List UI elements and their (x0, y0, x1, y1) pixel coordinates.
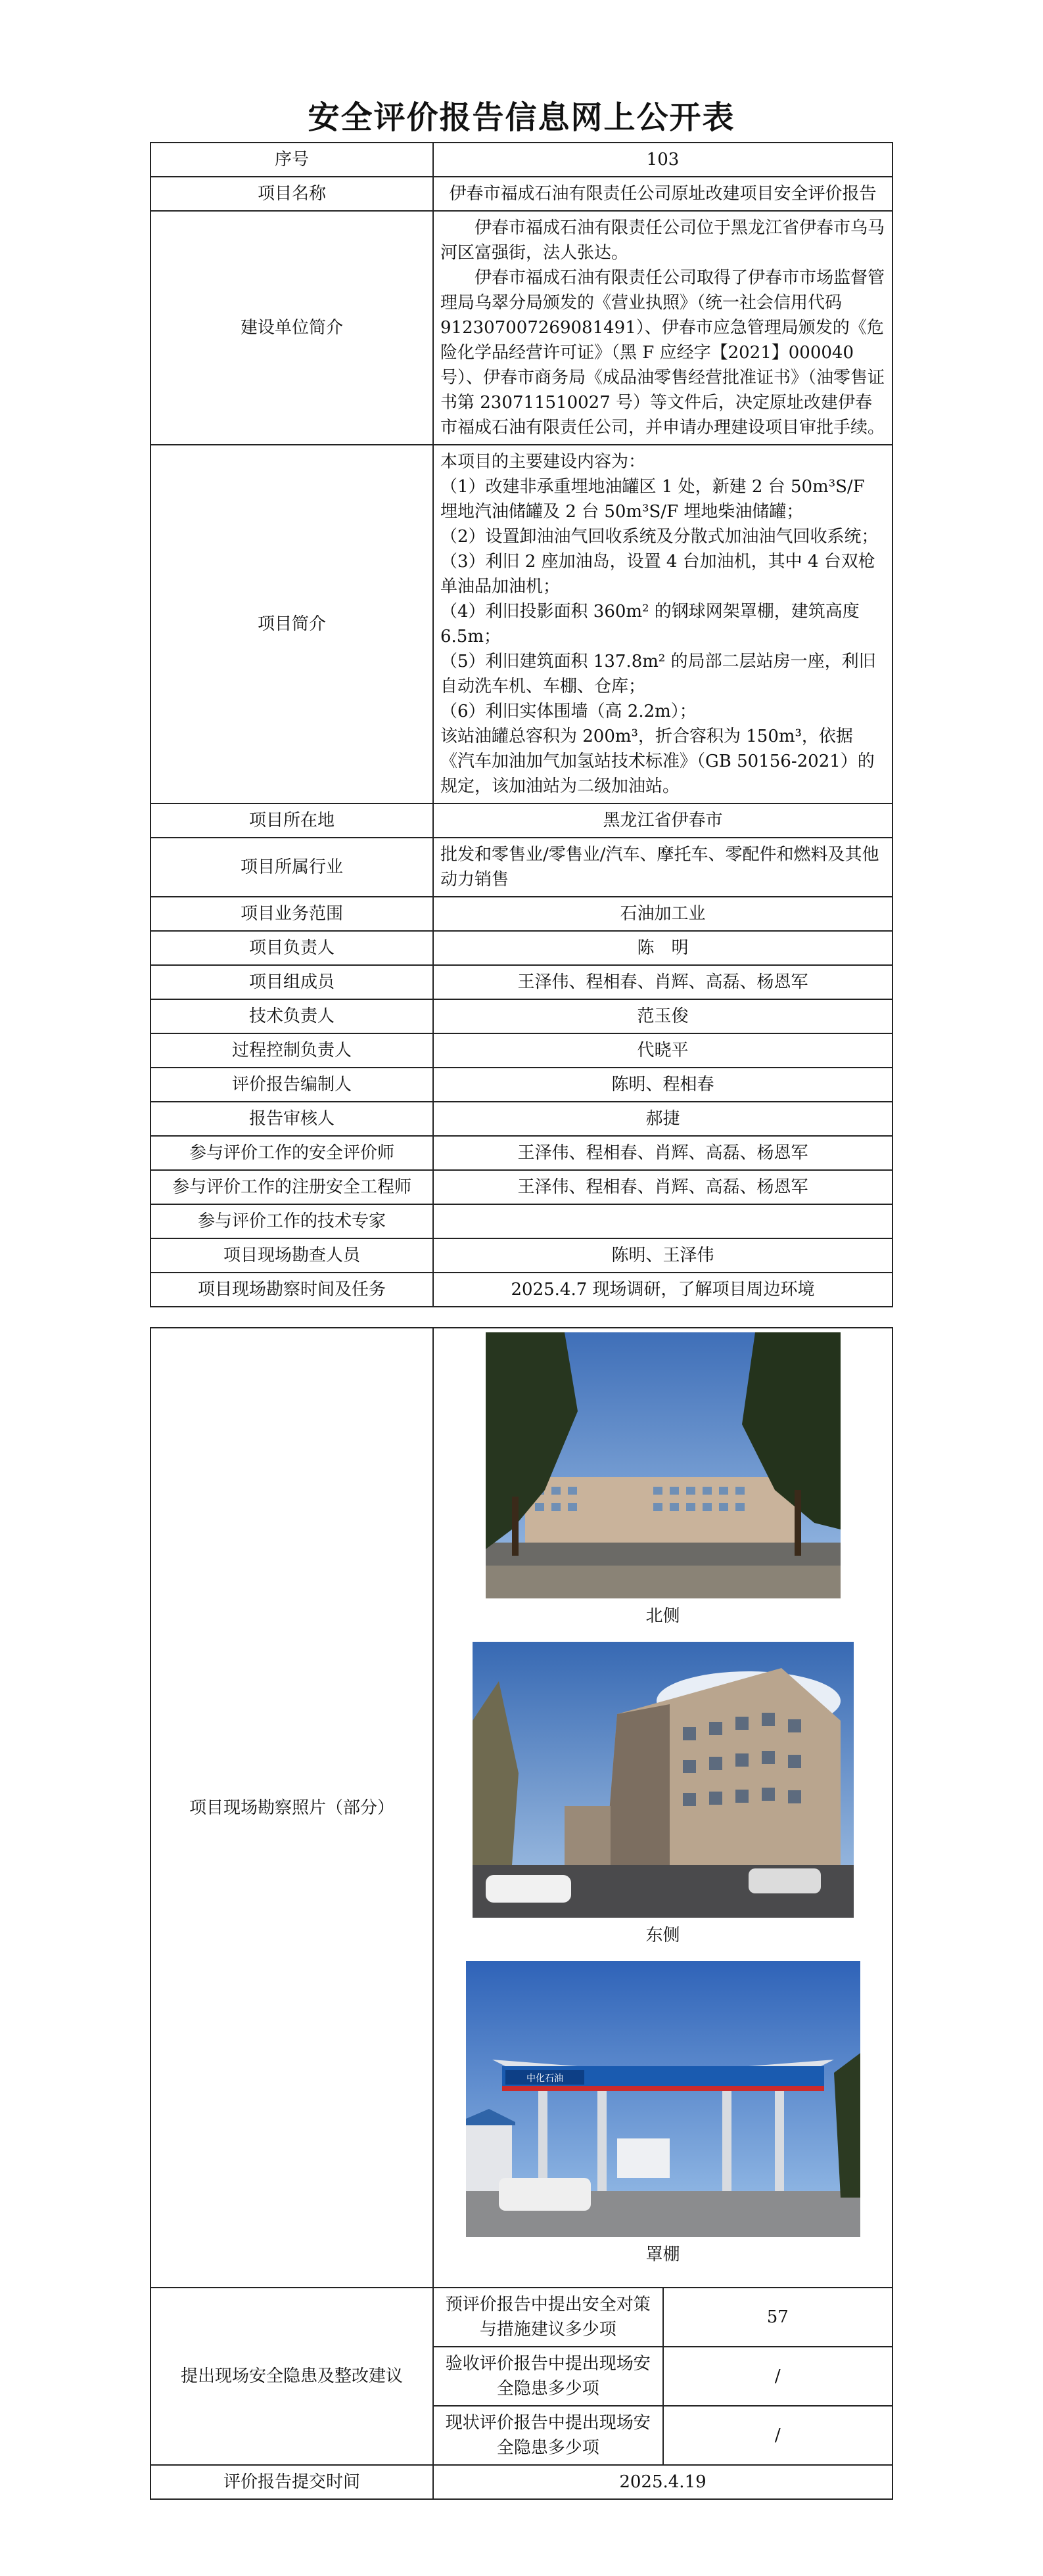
table-row (151, 1068, 892, 1102)
hazard-question: 验收评价报告中提出现场安全隐患多少项 (433, 2347, 663, 2406)
table-row (151, 143, 892, 177)
table-row (151, 897, 892, 931)
table-row (151, 445, 892, 803)
serial-value: 103 (433, 143, 892, 177)
reviewer-label: 报告审核人 (151, 1102, 433, 1136)
hazard-question: 现状评价报告中提出现场安全隐患多少项 (433, 2406, 663, 2465)
project-intro-line: 本项目的主要建设内容为： (440, 452, 646, 472)
location-value: 黑龙江省伊春市 (433, 803, 892, 838)
reviewer-value: 郝捷 (433, 1102, 892, 1136)
project-intro-value (433, 445, 892, 803)
tech-leader-label: 技术负责人 (151, 999, 433, 1033)
table-row (151, 1033, 892, 1068)
hazard-answer: / (663, 2406, 893, 2465)
survey-time-label: 项目现场勘察时间及任务 (151, 1273, 433, 1307)
table-row (151, 1136, 892, 1170)
project-intro-line: （6）利旧实体围墙（高 2.2m）； (440, 702, 697, 721)
scope-value: 石油加工业 (433, 897, 892, 931)
table-row (151, 211, 892, 445)
table-row (151, 1204, 892, 1238)
table-row (151, 2288, 892, 2347)
hazard-answer: 57 (663, 2288, 893, 2347)
table-row (151, 177, 892, 211)
photo-east-building (473, 1642, 854, 1918)
members-label: 项目组成员 (151, 965, 433, 999)
hazards-label: 提出现场安全隐患及整改建议 (151, 2288, 433, 2465)
table-row (151, 999, 892, 1033)
table-row (151, 803, 892, 838)
evaluators-value: 王泽伟、程相春、肖辉、高磊、杨恩军 (433, 1136, 892, 1170)
experts-label: 参与评价工作的技术专家 (151, 1204, 433, 1238)
photo-table (150, 1327, 893, 2500)
table-row (151, 1273, 892, 1307)
engineers-value: 王泽伟、程相春、肖辉、高磊、杨恩军 (433, 1170, 892, 1204)
photos-label: 项目现场勘察照片（部分） (151, 1328, 433, 2288)
tech-leader-value: 范玉俊 (433, 999, 892, 1033)
hazard-answer: / (663, 2347, 893, 2406)
project-intro-line: 该站油罐总容积为 200m³，折合容积为 150m³，依据《汽车加油加气加氢站技术标准》（GB 50156-2021）的规定，该加油站为二级加油站。 (440, 727, 875, 796)
process-ctrl-label: 过程控制负责人 (151, 1033, 433, 1068)
serial-label: 序号 (151, 143, 433, 177)
table-row (151, 1102, 892, 1136)
company-intro-value (433, 211, 892, 445)
project-name-value: 伊春市福成石油有限责任公司原址改建项目安全评价报告 (433, 177, 892, 211)
project-intro-line: （4）利旧投影面积 360m² 的钢球网架罩棚，建筑高度 6.5m； (440, 602, 860, 646)
leader-label: 项目负责人 (151, 931, 433, 965)
industry-value: 批发和零售业/零售业/汽车、摩托车、零配件和燃料及其他动力销售 (433, 838, 892, 897)
compiler-label: 评价报告编制人 (151, 1068, 433, 1102)
survey-staff-label: 项目现场勘查人员 (151, 1238, 433, 1273)
company-intro-paragraph: 伊春市福成石油有限责任公司取得了伊春市市场监督管理局乌翠分局颁发的《营业执照》（统一社会信用代码 912307007269081491）、伊春市应急管理局颁发的《危险化学品经营许可证》（黑 F 应经字【2021】000040 号）、伊春市商务局《成品油零售经营批准证书》（油零售证书第 230711510027 号）等文件后，决定原址改建伊春市福成石油有限责任公司，并申请办理建设项目审批手续。 (440, 268, 885, 438)
table-row (151, 1328, 892, 2288)
submit-value: 2025.4.19 (433, 2465, 892, 2499)
photo-caption: 北侧 (645, 1606, 680, 1626)
table-row (151, 1238, 892, 1273)
canopy-sign-text: 中化石油 (526, 2073, 563, 2084)
photo-canopy (466, 1961, 860, 2237)
page-title: 安全评价报告信息网上公开表 (308, 99, 735, 136)
table-row (151, 2465, 892, 2499)
survey-staff-value: 陈明、王泽伟 (433, 1238, 892, 1273)
process-ctrl-value: 代晓平 (433, 1033, 892, 1068)
project-name-label: 项目名称 (151, 177, 433, 211)
engineers-label: 参与评价工作的注册安全工程师 (151, 1170, 433, 1204)
table-row (151, 838, 892, 897)
photo-north-buildings (486, 1332, 841, 1598)
leader-value: 陈 明 (433, 931, 892, 965)
members-value: 王泽伟、程相春、肖辉、高磊、杨恩军 (433, 965, 892, 999)
table-row (151, 931, 892, 965)
scope-label: 项目业务范围 (151, 897, 433, 931)
photo-caption: 罩棚 (645, 2245, 680, 2265)
photos-cell (433, 1328, 892, 2288)
hazard-question: 预评价报告中提出安全对策与措施建议多少项 (433, 2288, 663, 2347)
compiler-value: 陈明、程相春 (433, 1068, 892, 1102)
location-label: 项目所在地 (151, 803, 433, 838)
industry-label: 项目所属行业 (151, 838, 433, 897)
info-table (150, 142, 893, 1307)
table-row (151, 965, 892, 999)
project-intro-label: 项目简介 (151, 445, 433, 803)
project-intro-line: （1）改建非承重埋地油罐区 1 处，新建 2 台 50m³S/F 埋地汽油储罐及 2 台 50m³S/F 埋地柴油储罐； (440, 477, 865, 522)
evaluators-label: 参与评价工作的安全评价师 (151, 1136, 433, 1170)
company-intro-paragraph: 伊春市福成石油有限责任公司位于黑龙江省伊春市乌马河区富强街，法人张达。 (440, 218, 885, 263)
project-intro-line: （2）设置卸油油气回收系统及分散式加油油气回收系统； (440, 527, 879, 547)
table-row (151, 1170, 892, 1204)
company-intro-label: 建设单位简介 (151, 211, 433, 445)
photo-caption: 东侧 (645, 1926, 680, 1945)
project-intro-line: （5）利旧建筑面积 137.8m² 的局部二层站房一座，利旧自动洗车机、车棚、仓库； (440, 652, 876, 696)
submit-label: 评价报告提交时间 (151, 2465, 433, 2499)
survey-time-value: 2025.4.7 现场调研，了解项目周边环境 (433, 1273, 892, 1307)
experts-value (433, 1204, 892, 1238)
project-intro-line: （3）利旧 2 座加油岛，设置 4 台加油机，其中 4 台双枪单油品加油机； (440, 552, 875, 597)
